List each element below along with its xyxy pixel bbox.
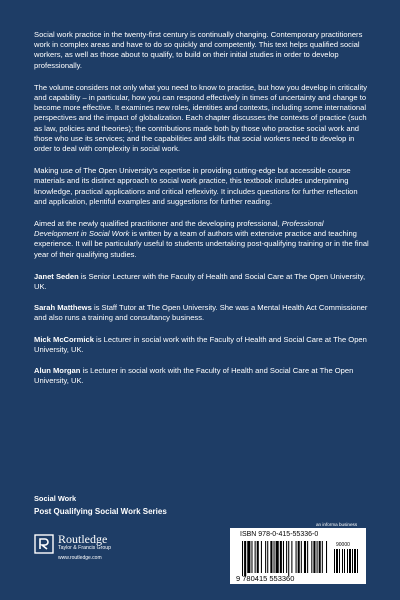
barcode-bar [280,541,282,573]
barcode-bar [244,541,246,576]
barcode-bar [291,541,292,573]
blurb-paragraph-3: Making use of The Open University's expertise in providing cutting-edge but accessible course materials and its distinct approach to social work practice, this textbook includes underpinning knowledge, practical applications and critical reflexivity. It includes questions for further reflection and application, plentiful examples and suggestions for further reading. [34,166,358,206]
author-description: is Lecturer in social work with the Faculty of Health and Social Care at The Open University, UK. [34,334,367,354]
publisher-name: Routledge [58,532,108,546]
barcode-bar [298,541,300,573]
barcode-bar [301,541,302,573]
barcode-bar [313,541,315,573]
author-bio [34,335,370,355]
barcode-graphic [230,528,366,584]
blurb-paragraph-1: Social work practice in the twenty-first century is continually changing. Contemporary practitioners work in complex areas and have to do so quickly and competently. This text helps qualified social workers, as well as those about to qualify, to build on their initial studies in order to develop professionally. [34,30,363,70]
barcode-bar [326,541,327,573]
author-description: is Lecturer in social work with the Faculty of Health and Social Care at The Open University, UK. [34,366,354,386]
barcode-bar [257,541,259,573]
book-title-italic: Professional Development in Social Work [34,219,324,239]
blurb-p4-start: Aimed at the newly qualified practitioner and the developing professional, [34,219,282,229]
barcode-bar [274,541,275,573]
barcode-bar [304,541,306,573]
addon-bar [352,549,353,573]
addon-barcode-bars [334,549,358,573]
blurb-paragraph-4 [34,219,370,260]
barcode-bar [276,541,279,573]
author-name: Mick McCormick [34,334,94,344]
barcode-bar [296,541,297,573]
addon-bar [334,549,335,573]
author-description: is Senior Lecturer with the Faculty of Health and Social Care at The Open University, UK. [34,271,366,292]
publisher-group: Taylor & Francis Group [58,545,112,551]
barcode-bar [267,541,268,573]
blurb-paragraph-2: The volume considers not only what you need to know to practise, but how you develop in criticality and capability – in particular, how you can respond effectively in times of uncertainty and change to become more effective. It examines new roles, identities and contexts, including some international perspectives and the impact of globalization. Each chapter discusses the contexts of practice (such as law, policies and theories); the contributions made both by those who practise social work and those who use its services; and the capabilities and skills that social workers need to develop in order to deal with complexity in social work. [34,82,368,154]
barcode-bar [307,541,308,573]
barcode-bar [288,541,289,576]
publisher-url: www.routledge.com [58,555,102,561]
barcode-bar [286,541,287,573]
author-name: Sarah Matthews [34,303,92,313]
addon-bar [339,549,340,573]
series-title: Post Qualifying Social Work Series [34,507,167,516]
barcode-bar [322,541,323,573]
addon-bar [336,549,338,573]
routledge-logo-icon [34,534,54,554]
barcode-bar [317,541,318,573]
series-info [34,494,167,517]
blurb-p4-end: is written by a team of authors with extensive practice and teaching experience. It will be particularly useful to students undertaking post-qualifying training or in the final year of their qualifying studies. [34,229,369,259]
barcode-bar [311,541,312,573]
barcode-bar [242,541,243,576]
author-name: Janet Seden [34,271,79,281]
ean-barcode-bars [242,541,327,576]
author-bio [34,366,370,386]
barcode-bar [270,541,272,573]
barcode-bar [319,541,321,573]
barcode-bar [261,541,262,573]
addon-bar [354,549,356,573]
publisher-logo-block [34,533,111,562]
back-cover-text [34,30,370,397]
informa-tagline: an informa business [316,522,358,527]
addon-bar [357,549,358,573]
barcode-panel [230,528,366,584]
author-bio [34,303,370,323]
addon-digits: 90000 [336,542,350,548]
author-name: Alun Morgan [34,366,81,376]
addon-bar [347,549,348,573]
barcode-number: 9 780415 553360 [236,574,295,583]
series-category: Social Work [34,494,77,503]
barcode-bar [265,541,266,573]
barcode-bar [283,541,284,573]
barcode-bar [247,541,250,573]
addon-bar [349,549,351,573]
isbn-label: ISBN 978-0-415-55336-0 [240,531,319,538]
author-bio [34,272,370,292]
addon-bar [342,549,343,573]
addon-bar [344,549,345,573]
barcode-bar [251,541,252,573]
author-description: is Staff Tutor at The Open University. She was a Mental Health Act Commissioner and also runs a training and consultancy business. [34,303,368,323]
barcode-bar [255,541,256,573]
